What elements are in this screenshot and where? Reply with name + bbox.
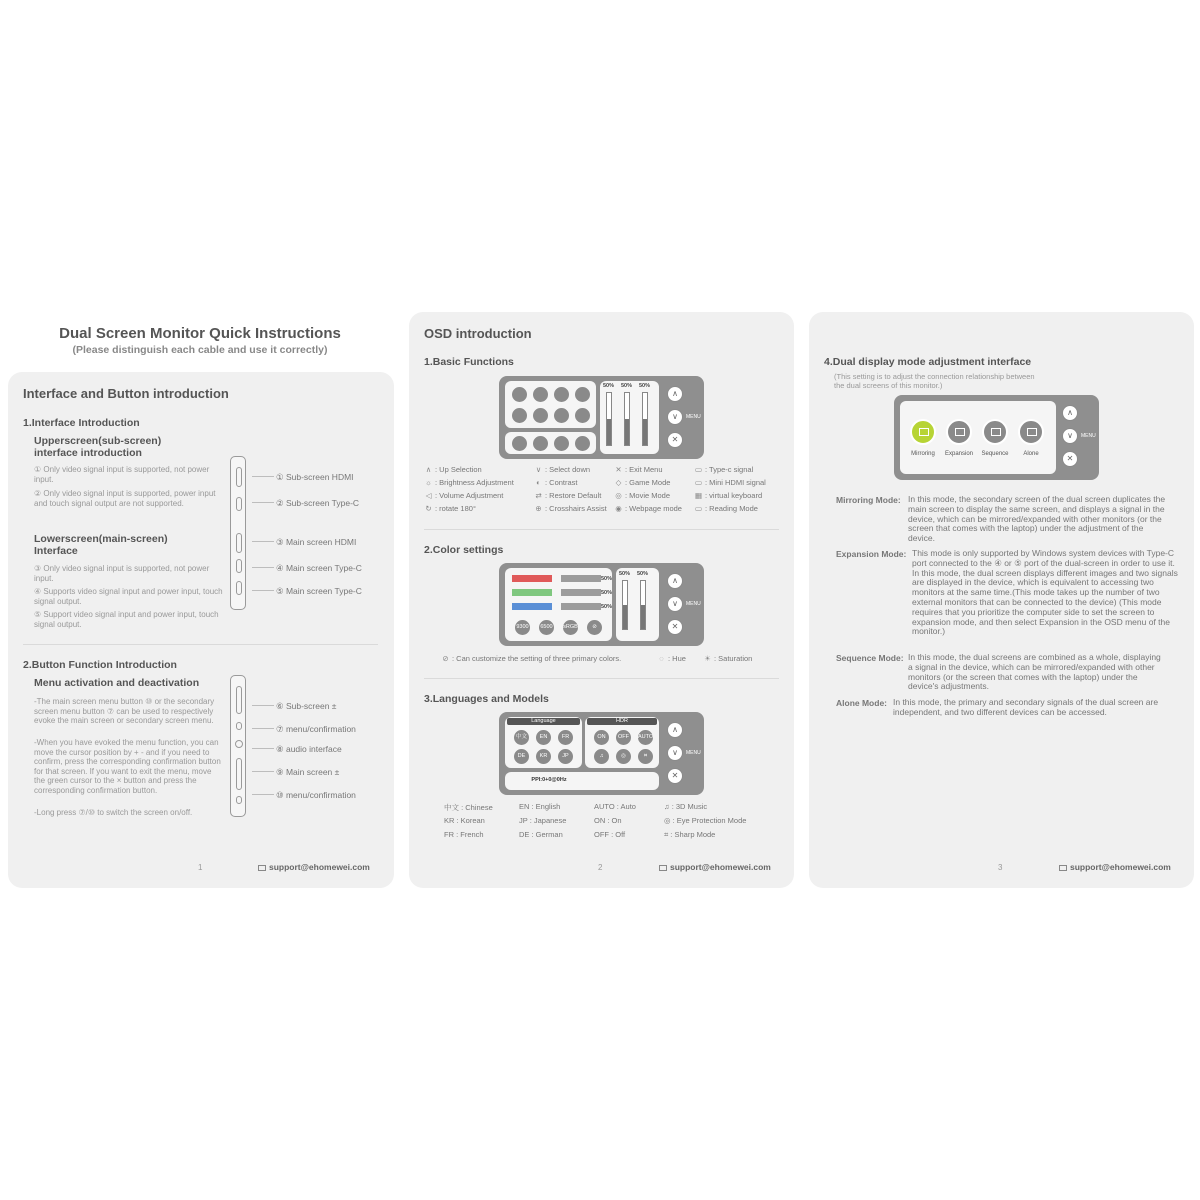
button-label-10: ⑩ menu/confirmation: [276, 790, 356, 800]
expansion-mode-text: This mode is only supported by Windows system devices with Type-C port connected to the ④ or ⑤ port of the dual-screen in order to use it. In this mode, the dual screen displays different images and two signals are displayed in the device, which is equivalent to accessing two monitors at the same time.(This mode takes up the number of two external monitors that can be connected to the device) (This mode requires that you prioritize the computer side to set the screen to expansion mode, and then select Expansion in the OSD menu of the monitor.): [912, 548, 1178, 637]
osd-slider[interactable]: [642, 392, 648, 446]
channel-slider[interactable]: [561, 603, 601, 610]
lower-note-2: ④ Supports video signal input and power input, touch signal output.: [34, 587, 223, 606]
language-legend-item: DE : German: [519, 830, 563, 839]
lower-note-3: ⑤ Support video signal input and power input, touch signal output.: [34, 610, 219, 629]
sequence-label: Sequence: [981, 451, 1009, 457]
exit-button[interactable]: ✕: [667, 619, 683, 635]
slider-value: 50%: [621, 383, 633, 389]
basic-legend-item: ▭ : Reading Mode: [694, 504, 758, 513]
document-title: Dual Screen Monitor Quick Instructions: [59, 325, 341, 342]
hdr-on-button[interactable]: ON: [594, 730, 609, 745]
lang-zh-button[interactable]: 中文: [514, 730, 529, 745]
lower-note-1: ③ Only video signal input is supported, not power input.: [34, 564, 210, 583]
language-tab[interactable]: Language: [507, 718, 580, 725]
preset-6500-button[interactable]: 6500: [539, 620, 554, 635]
basic-legend-item: ◁ : Volume Adjustment: [425, 491, 504, 500]
ppi-readout: PPI:0+0@0Hz: [531, 777, 567, 783]
down-button[interactable]: ∨: [667, 409, 683, 425]
osd-button[interactable]: [575, 387, 590, 402]
upper-note-1: ① Only video signal input is supported, not power input.: [34, 465, 210, 484]
osd-color-panel: [499, 563, 704, 646]
port-label-1: ① Sub-screen HDMI: [276, 472, 354, 482]
exit-button[interactable]: ✕: [1062, 451, 1078, 467]
dual-mode-title: 4.Dual display mode adjustment interface: [824, 356, 1032, 368]
support-email: support@ehomewei.com: [258, 862, 370, 872]
green-channel-bar[interactable]: [512, 589, 552, 596]
up-button[interactable]: ∧: [667, 722, 683, 738]
lang-jp-button[interactable]: JP: [558, 749, 573, 764]
alone-mode-button[interactable]: [1018, 419, 1044, 445]
lang-en-button[interactable]: EN: [536, 730, 551, 745]
slider-value: 50%: [603, 383, 615, 389]
button-label-9: ⑨ Main screen ±: [276, 767, 340, 777]
channel-slider[interactable]: [561, 589, 601, 596]
slider-value: 50%: [639, 383, 651, 389]
up-button[interactable]: ∧: [667, 573, 683, 589]
osd-button[interactable]: [575, 408, 590, 423]
upper-note-2: ② Only video signal input is supported, power input and touch signal output are not supported.: [34, 489, 216, 508]
alone-label: Alone: [1023, 451, 1039, 457]
button-label-6: ⑥ Sub-screen ±: [276, 701, 337, 711]
section-divider: [424, 529, 779, 530]
page-2: [409, 312, 794, 888]
basic-legend-item: ⇄ : Restore Default: [535, 491, 602, 500]
sharp-mode-button[interactable]: ⌗: [638, 749, 653, 764]
osd-button[interactable]: [554, 408, 569, 423]
color-settings-title: 2.Color settings: [424, 544, 504, 556]
port-label-2: ② Sub-screen Type-C: [276, 498, 360, 508]
dual-mode-subtitle: (This setting is to adjust the connection relationship between the dual screens of this monitor.): [834, 372, 1035, 390]
color-legend-custom: ⊘ : Can customize the setting of three primary colors.: [442, 654, 622, 663]
language-legend-item: ON : On: [594, 816, 622, 825]
basic-legend-item: ◐ : Contrast: [536, 478, 578, 487]
osd-button[interactable]: [512, 436, 527, 451]
menu-label: MENU: [1081, 433, 1096, 439]
menu-label: MENU: [686, 750, 701, 756]
osd-button[interactable]: [575, 436, 590, 451]
monitor-side-ports-drawing: [230, 456, 246, 610]
hdr-off-button[interactable]: OFF: [616, 730, 631, 745]
basic-legend-item: ◎ : Movie Mode: [615, 491, 671, 500]
exit-button[interactable]: ✕: [667, 432, 683, 448]
blue-channel-bar[interactable]: [512, 603, 552, 610]
interface-intro-title: 1.Interface Introduction: [23, 417, 140, 429]
page1-section-title: Interface and Button introduction: [23, 386, 229, 401]
button-note-1: -The main screen menu button ⑩ or the secondary screen menu button ⑦ can be used to respectively evoke the main screen or secondary screen menu.: [34, 697, 215, 725]
osd-slider[interactable]: [624, 392, 630, 446]
osd-slider[interactable]: [606, 392, 612, 446]
up-button[interactable]: ∧: [667, 386, 683, 402]
osd-button[interactable]: [512, 408, 527, 423]
support-email: support@ehomewei.com: [659, 862, 771, 872]
basic-legend-item: ∧ : Up Selection: [425, 465, 482, 474]
button-note-2: -When you have evoked the menu function, you can move the cursor position by + - and if you need to confirm, press the corresponding confirmation button for that screen. If you want to exit the menu, move the green cursor to the × button and press the corresponding confirmation button.: [34, 738, 221, 795]
eye-protection-button[interactable]: ◎: [616, 749, 631, 764]
lower-screen-title: Lowerscreen(main-screen) Interface: [34, 533, 168, 557]
basic-legend-item: ▦ : virtual keyboard: [694, 491, 763, 500]
menu-label: MENU: [686, 601, 701, 607]
button-function-title: 2.Button Function Introduction: [23, 659, 177, 671]
page-number: 3: [998, 863, 1003, 872]
hdr-auto-button[interactable]: AUTO: [638, 730, 653, 745]
envelope-icon: [258, 865, 266, 871]
down-button[interactable]: ∨: [667, 596, 683, 612]
sequence-mode-text: In this mode, the dual screens are combined as a whole, displaying a signal in the device, which can be mirrored/expanded with other monitors (or the screen that comes with the laptop) under the device's adjustments.: [908, 652, 1161, 692]
expansion-mode-heading: Expansion Mode:: [836, 549, 907, 559]
sequence-mode-heading: Sequence Mode:: [836, 653, 904, 663]
channel-value: 50%: [601, 576, 613, 582]
basic-legend-item: ⊕ : Crosshairs Assist: [535, 504, 607, 513]
channel-value: 50%: [601, 604, 613, 610]
music-mode-button[interactable]: ♫: [594, 749, 609, 764]
lang-kr-button[interactable]: KR: [536, 749, 551, 764]
alone-mode-text: In this mode, the primary and secondary signals of the dual screen are independent, and two different devices can be accessed.: [893, 697, 1159, 717]
language-legend-item: ⌗ : Sharp Mode: [664, 830, 716, 839]
mirroring-mode-heading: Mirroring Mode:: [836, 495, 901, 505]
language-legend-item: JP : Japanese: [519, 816, 567, 825]
preset-srgb-button[interactable]: sRGB: [563, 620, 578, 635]
port-label-3: ③ Main screen HDMI: [276, 537, 357, 547]
support-email: support@ehomewei.com: [1059, 862, 1171, 872]
exit-button[interactable]: ✕: [667, 768, 683, 784]
language-legend-item: EN : English: [519, 802, 561, 811]
basic-functions-title: 1.Basic Functions: [424, 356, 514, 368]
page-3: [809, 312, 1194, 888]
language-legend-item: 中文 : Chinese: [444, 803, 493, 812]
lang-de-button[interactable]: DE: [514, 749, 529, 764]
language-legend-item: FR : French: [444, 830, 484, 839]
language-legend-item: OFF : Off: [594, 830, 626, 839]
envelope-icon: [659, 865, 667, 871]
osd-button[interactable]: [554, 436, 569, 451]
channel-value: 50%: [601, 590, 613, 596]
up-button[interactable]: ∧: [1062, 405, 1078, 421]
menu-label: MENU: [686, 414, 701, 420]
upper-screen-title: Upperscreen(sub-screen) interface introduction: [34, 435, 162, 459]
osd-button[interactable]: [533, 408, 548, 423]
expansion-label: Expansion: [944, 451, 974, 457]
page-number: 1: [198, 863, 203, 872]
dual-mode-panel: [894, 395, 1099, 480]
language-legend-item: AUTO : Auto: [594, 802, 636, 811]
basic-legend-item: ∨ : Select down: [535, 465, 591, 474]
slider-value: 50%: [619, 571, 631, 577]
osd-button[interactable]: [554, 387, 569, 402]
page-number: 2: [598, 863, 603, 872]
osd-title: OSD introduction: [424, 326, 532, 341]
custom-color-button[interactable]: ⊘: [587, 620, 602, 635]
expansion-mode-button[interactable]: [946, 419, 972, 445]
basic-legend-item: ▭ : Type-c signal: [694, 465, 754, 474]
down-button[interactable]: ∨: [1062, 428, 1078, 444]
languages-title: 3.Languages and Models: [424, 693, 549, 705]
button-label-8: ⑧ audio interface: [276, 744, 342, 754]
section-divider: [23, 644, 378, 645]
color-legend-saturation: ☀ : Saturation: [704, 654, 753, 663]
down-button[interactable]: ∨: [667, 745, 683, 761]
red-channel-bar[interactable]: [512, 575, 552, 582]
alone-mode-heading: Alone Mode:: [836, 698, 887, 708]
monitor-side-buttons-drawing: [230, 675, 246, 817]
menu-activation-title: Menu activation and deactivation: [34, 677, 200, 689]
hdr-tab[interactable]: HDR: [587, 718, 657, 725]
button-note-3: -Long press ⑦/⑩ to switch the screen on/off.: [34, 808, 193, 817]
osd-button[interactable]: [533, 387, 548, 402]
button-label-7: ⑦ menu/confirmation: [276, 724, 356, 734]
mirroring-label: Mirroring: [911, 451, 935, 457]
language-legend-item: ♫ : 3D Music: [664, 802, 708, 811]
basic-legend-item: ▭ : Mini HDMI signal: [694, 478, 766, 487]
saturation-slider[interactable]: [640, 580, 646, 630]
preset-9300-button[interactable]: 9300: [515, 620, 530, 635]
language-legend-item: KR : Korean: [444, 816, 485, 825]
osd-language-panel: [499, 712, 704, 795]
osd-basic-panel: [499, 376, 704, 459]
envelope-icon: [1059, 865, 1067, 871]
channel-slider[interactable]: [561, 575, 601, 582]
osd-button[interactable]: [512, 387, 527, 402]
basic-legend-item: ◇ : Game Mode: [615, 478, 671, 487]
basic-legend-item: ↻ : rotate 180°: [425, 504, 476, 513]
basic-legend-item: ✕ : Exit Menu: [615, 465, 663, 474]
sequence-mode-button[interactable]: [982, 419, 1008, 445]
lang-fr-button[interactable]: FR: [558, 730, 573, 745]
hue-slider[interactable]: [622, 580, 628, 630]
basic-legend-item: ◉ : Webpage mode: [615, 504, 682, 513]
slider-value: 50%: [637, 571, 649, 577]
mirroring-mode-button[interactable]: [910, 419, 936, 445]
port-label-5: ⑤ Main screen Type-C: [276, 586, 362, 596]
basic-legend-item: ☼ : Brightness Adjustment: [425, 478, 514, 487]
document-subtitle: (Please distinguish each cable and use it correctly): [72, 344, 328, 356]
mirroring-mode-text: In this mode, the secondary screen of the dual screen duplicates the main screen to display the same screen, and displays a signal in the device, which can be mirrored/expanded with other monitors (or the screen that comes with the laptop) under the adjustment of the device.: [908, 494, 1166, 544]
page-1: [8, 372, 394, 888]
section-divider: [424, 678, 779, 679]
osd-button[interactable]: [533, 436, 548, 451]
language-legend-item: ◎ : Eye Protection Mode: [664, 816, 747, 825]
port-label-4: ④ Main screen Type-C: [276, 563, 362, 573]
color-legend-hue: ◌ : Hue: [659, 654, 686, 663]
